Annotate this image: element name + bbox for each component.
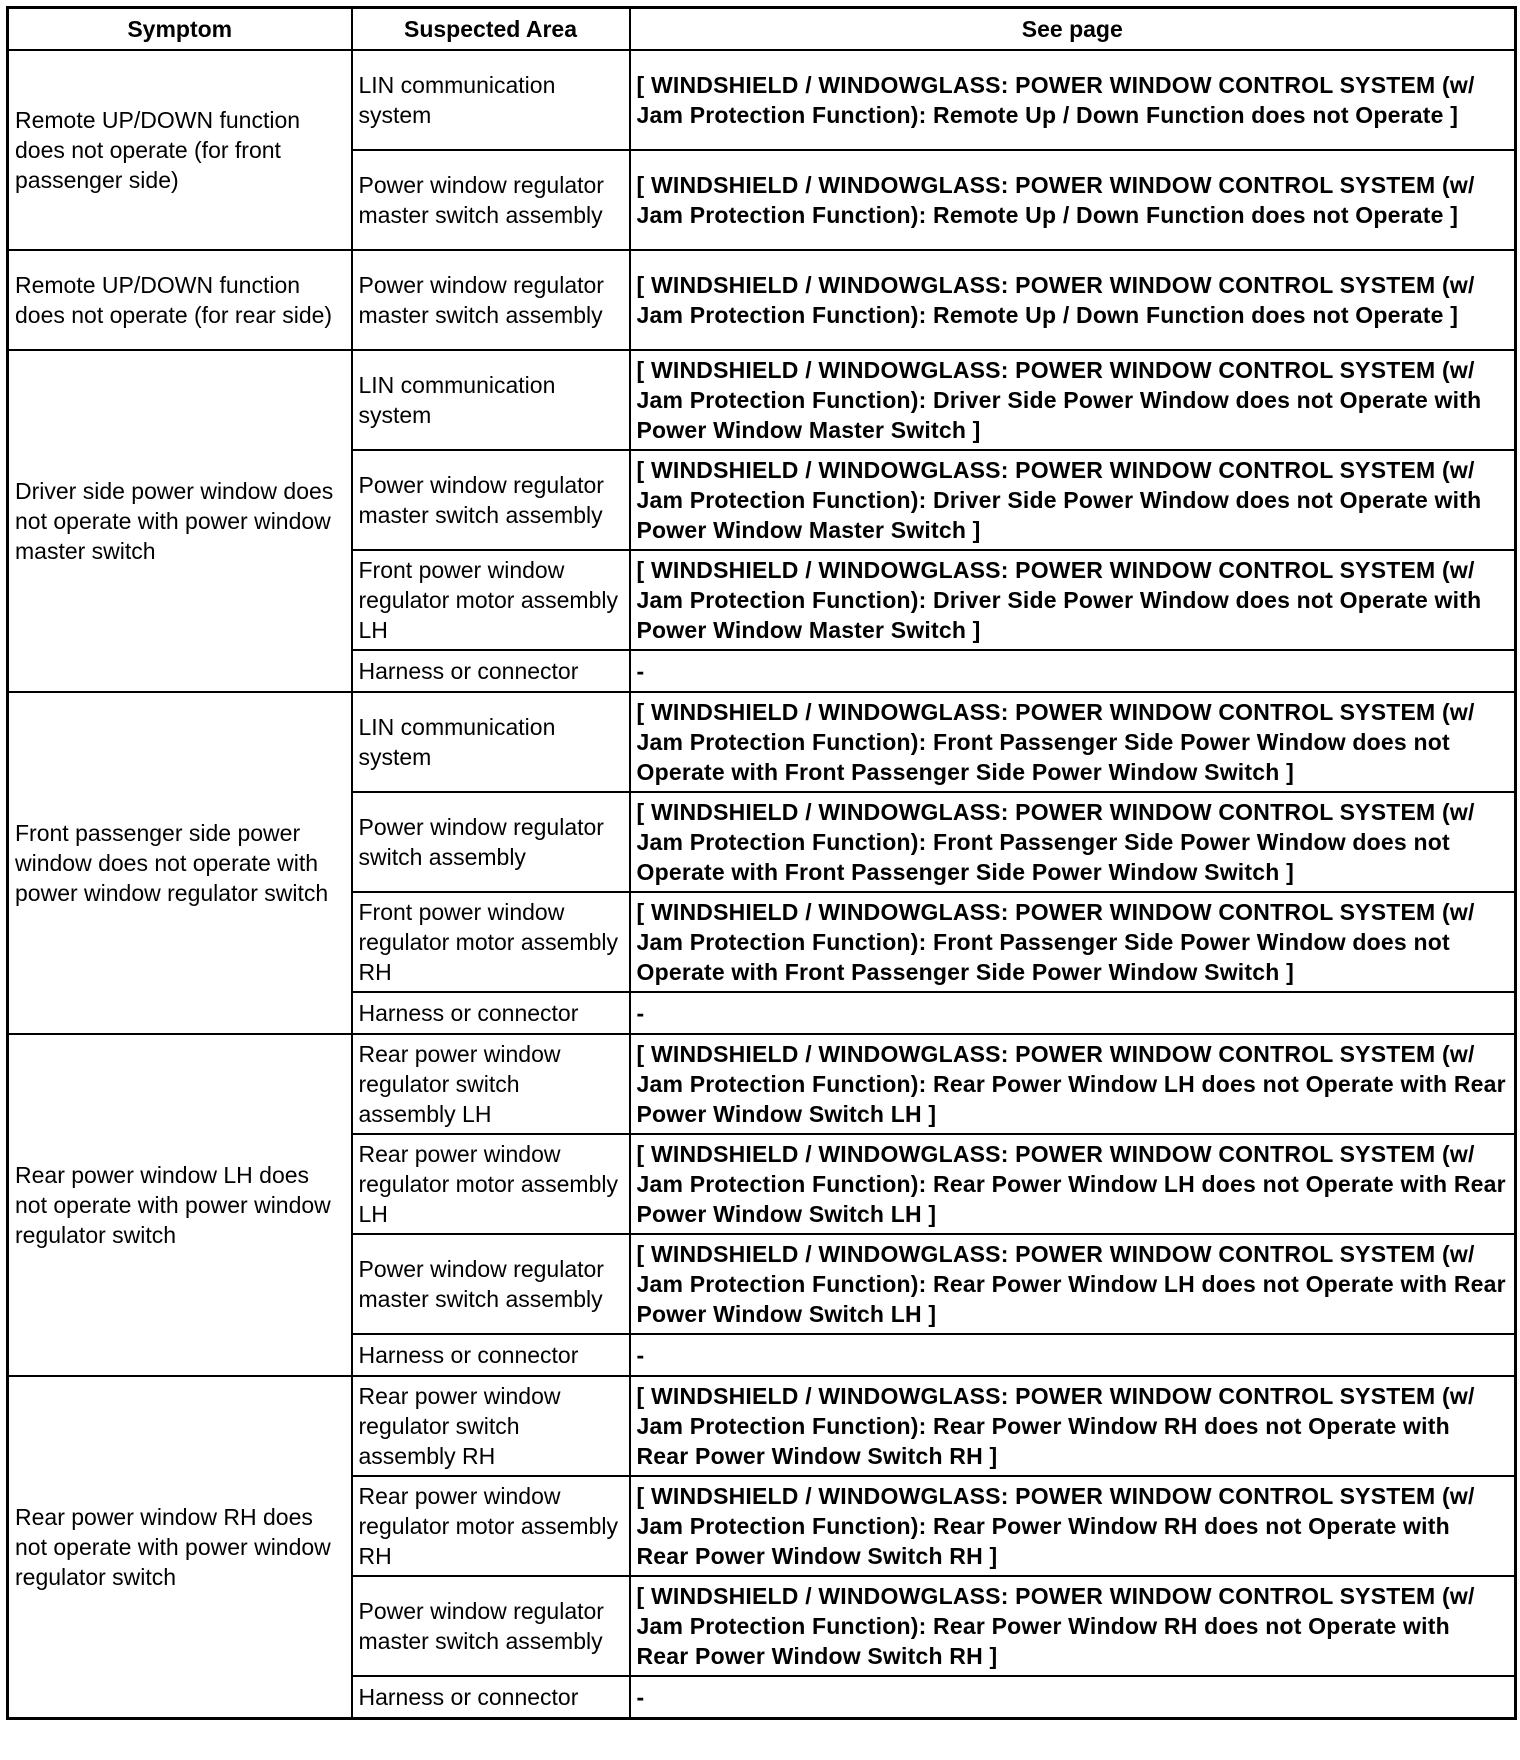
suspected-area-cell: Rear power window regulator motor assembly LH (352, 1134, 630, 1234)
see-page-cell: - (630, 650, 1516, 692)
header-symptom: Symptom (8, 8, 352, 51)
see-page-link[interactable]: [ WINDSHIELD / WINDOWGLASS: POWER WINDOW CONTROL SYSTEM (w/ Jam Protection Function): Rear Power Window LH does not Operate with Rear Power Window Switch LH ] (630, 1134, 1516, 1234)
see-page-link[interactable]: [ WINDSHIELD / WINDOWGLASS: POWER WINDOW CONTROL SYSTEM (w/ Jam Protection Function): Rear Power Window RH does not Operate with Rear Power Window Switch RH ] (630, 1476, 1516, 1576)
see-page-link[interactable]: [ WINDSHIELD / WINDOWGLASS: POWER WINDOW CONTROL SYSTEM (w/ Jam Protection Function): Rear Power Window LH does not Operate with Rear Power Window Switch LH ] (630, 1034, 1516, 1134)
see-page-link[interactable]: [ WINDSHIELD / WINDOWGLASS: POWER WINDOW CONTROL SYSTEM (w/ Jam Protection Function): Driver Side Power Window does not Operate with Power Window Master Switch ] (630, 450, 1516, 550)
suspected-area-cell: Harness or connector (352, 650, 630, 692)
see-page-link[interactable]: [ WINDSHIELD / WINDOWGLASS: POWER WINDOW CONTROL SYSTEM (w/ Jam Protection Function): Rear Power Window LH does not Operate with Rear Power Window Switch LH ] (630, 1234, 1516, 1334)
suspected-area-cell: Harness or connector (352, 1676, 630, 1719)
see-page-link[interactable]: [ WINDSHIELD / WINDOWGLASS: POWER WINDOW CONTROL SYSTEM (w/ Jam Protection Function): Remote Up / Down Function does not Operate ] (630, 250, 1516, 350)
symptom-table (6, 6, 1517, 1720)
suspected-area-cell: Rear power window regulator switch assembly LH (352, 1034, 630, 1134)
suspected-area-cell: Harness or connector (352, 1334, 630, 1376)
suspected-area-cell: Rear power window regulator switch assembly RH (352, 1376, 630, 1476)
see-page-cell: - (630, 1676, 1516, 1719)
suspected-area-cell: Power window regulator master switch assembly (352, 150, 630, 250)
see-page-link[interactable]: [ WINDSHIELD / WINDOWGLASS: POWER WINDOW CONTROL SYSTEM (w/ Jam Protection Function): Driver Side Power Window does not Operate with Power Window Master Switch ] (630, 550, 1516, 650)
symptom-cell: Rear power window LH does not operate with power window regulator switch (8, 1034, 352, 1376)
suspected-area-cell: Front power window regulator motor assembly RH (352, 892, 630, 992)
suspected-area-cell: Harness or connector (352, 992, 630, 1034)
table-row (8, 250, 1516, 350)
see-page-link[interactable]: [ WINDSHIELD / WINDOWGLASS: POWER WINDOW CONTROL SYSTEM (w/ Jam Protection Function): Remote Up / Down Function does not Operate ] (630, 150, 1516, 250)
suspected-area-cell: Power window regulator master switch assembly (352, 1234, 630, 1334)
see-page-link[interactable]: [ WINDSHIELD / WINDOWGLASS: POWER WINDOW CONTROL SYSTEM (w/ Jam Protection Function): Front Passenger Side Power Window does not Operate with Front Passenger Side Power Window Switch ] (630, 792, 1516, 892)
header-suspected-area: Suspected Area (352, 8, 630, 51)
table-row (8, 350, 1516, 450)
suspected-area-cell: Front power window regulator motor assembly LH (352, 550, 630, 650)
table-row (8, 1376, 1516, 1476)
see-page-cell: - (630, 992, 1516, 1034)
table-row (8, 50, 1516, 150)
symptom-cell: Remote UP/DOWN function does not operate (for front passenger side) (8, 50, 352, 250)
table-header-row (8, 8, 1516, 51)
see-page-link[interactable]: [ WINDSHIELD / WINDOWGLASS: POWER WINDOW CONTROL SYSTEM (w/ Jam Protection Function): Remote Up / Down Function does not Operate ] (630, 50, 1516, 150)
document-page (6, 6, 1514, 1720)
symptom-cell: Remote UP/DOWN function does not operate (for rear side) (8, 250, 352, 350)
see-page-link[interactable]: [ WINDSHIELD / WINDOWGLASS: POWER WINDOW CONTROL SYSTEM (w/ Jam Protection Function): Rear Power Window RH does not Operate with Rear Power Window Switch RH ] (630, 1376, 1516, 1476)
suspected-area-cell: Power window regulator master switch assembly (352, 1576, 630, 1676)
symptom-cell: Front passenger side power window does not operate with power window regulator switch (8, 692, 352, 1034)
table-row (8, 692, 1516, 792)
suspected-area-cell: Power window regulator master switch assembly (352, 250, 630, 350)
see-page-link[interactable]: [ WINDSHIELD / WINDOWGLASS: POWER WINDOW CONTROL SYSTEM (w/ Jam Protection Function): Rear Power Window RH does not Operate with Rear Power Window Switch RH ] (630, 1576, 1516, 1676)
see-page-link[interactable]: [ WINDSHIELD / WINDOWGLASS: POWER WINDOW CONTROL SYSTEM (w/ Jam Protection Function): Front Passenger Side Power Window does not Operate with Front Passenger Side Power Window Switch ] (630, 892, 1516, 992)
see-page-link[interactable]: [ WINDSHIELD / WINDOWGLASS: POWER WINDOW CONTROL SYSTEM (w/ Jam Protection Function): Front Passenger Side Power Window does not Operate with Front Passenger Side Power Window Switch ] (630, 692, 1516, 792)
symptom-cell: Driver side power window does not operate with power window master switch (8, 350, 352, 692)
suspected-area-cell: Power window regulator master switch assembly (352, 450, 630, 550)
suspected-area-cell: LIN communication system (352, 692, 630, 792)
see-page-cell: - (630, 1334, 1516, 1376)
suspected-area-cell: Rear power window regulator motor assembly RH (352, 1476, 630, 1576)
see-page-link[interactable]: [ WINDSHIELD / WINDOWGLASS: POWER WINDOW CONTROL SYSTEM (w/ Jam Protection Function): Driver Side Power Window does not Operate with Power Window Master Switch ] (630, 350, 1516, 450)
table-row (8, 1034, 1516, 1134)
suspected-area-cell: Power window regulator switch assembly (352, 792, 630, 892)
header-see-page: See page (630, 8, 1516, 51)
suspected-area-cell: LIN communication system (352, 50, 630, 150)
symptom-cell: Rear power window RH does not operate with power window regulator switch (8, 1376, 352, 1719)
suspected-area-cell: LIN communication system (352, 350, 630, 450)
